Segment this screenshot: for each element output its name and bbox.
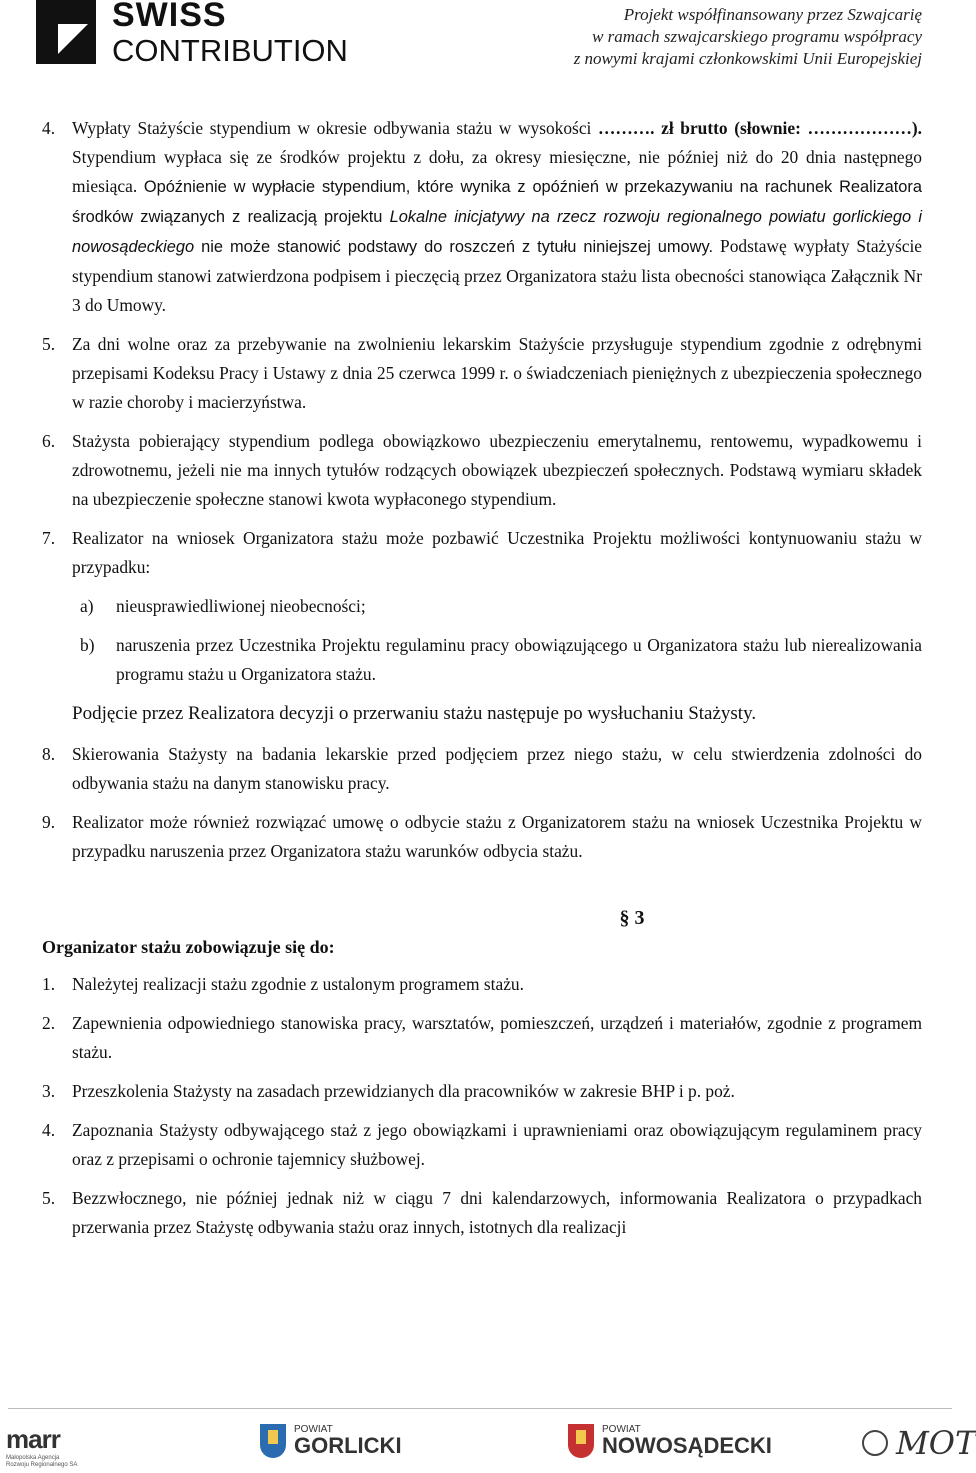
powiat-gorlicki-logo	[260, 1424, 402, 1458]
p7-decision-note: Podjęcie przez Realizatora decyzji o przerwaniu stażu następuje po wysłuchaniu Stażysty.	[72, 703, 757, 724]
swiss-contribution-logo	[34, 0, 364, 72]
paragraph-4	[42, 114, 922, 320]
item-number: 1.	[42, 974, 56, 994]
powiat-name: NOWOSĄDECKI	[602, 1433, 772, 1458]
gorlicki-crest-icon	[260, 1424, 286, 1458]
paragraph-number: 5.	[42, 334, 56, 354]
powiat-label: POWIAT	[602, 1424, 641, 1435]
powiat-nowosadecki-logo	[568, 1424, 772, 1458]
marr-logo	[6, 1424, 77, 1469]
nowosadecki-crest-icon	[568, 1424, 594, 1458]
p4-amount-placeholder: ………. zł brutto (słownie: ………………).	[591, 118, 922, 138]
list-item	[80, 592, 922, 621]
item-text: Zapoznania Stażysty odbywającego staż z jego obowiązkami i uprawnieniami oraz obowiązującym regulaminem pracy oraz z przepisami o ochronie tajemnicy służbowej.	[72, 1120, 922, 1169]
item-text: Przeszkolenia Stażysty na zasadach przewidzianych dla pracowników w zakresie BHP i p. poż.	[72, 1081, 735, 1101]
section-item	[42, 1009, 922, 1067]
paragraph-5	[42, 330, 922, 417]
header-line: w ramach szwajcarskiego programu współpracy	[592, 27, 922, 46]
mot-logo	[862, 1424, 976, 1462]
paragraph-number: 9.	[42, 812, 56, 832]
paragraph-number: 7.	[42, 528, 56, 548]
paragraph-9	[42, 808, 922, 866]
mot-logo-text: MOT	[896, 1424, 976, 1462]
list-item	[80, 631, 922, 689]
header-line: z nowymi krajami członkowskimi Unii Europejskiej	[573, 49, 922, 68]
p4-text-f: nie może stanowić podstawy do roszczeń z tytułu niniejszej umowy.	[194, 238, 721, 256]
paragraph-text: Stażysta pobierający stypendium podlega obowiązkowo ubezpieczeniu emerytalnemu, rentowemu, wypadkowemu i zdrowotnemu, jeżeli nie ma innych tytułów rodzących obowiązek ubezpieczeń społecznych. Podstawą wymiaru składek na ubezpieczenie społeczne stanowi kwota wypłaconego stypendium.	[72, 431, 922, 509]
item-number: 4.	[42, 1120, 56, 1140]
item-number: 5.	[42, 1188, 56, 1208]
document-body	[42, 114, 922, 1252]
paragraph-text: Realizator może również rozwiązać umowę o odbycie stażu z Organizatorem stażu na wniosek Uczestnika Projektu w przypadku naruszenia przez Organizatora stażu warunków odbycia stażu.	[72, 812, 922, 861]
item-text: Należytej realizacji stażu zgodnie z ustalonym programem stażu.	[72, 974, 524, 994]
marr-logo-text: marr	[6, 1424, 60, 1454]
logo-line1: SWISS	[112, 0, 227, 34]
powiat-name: GORLICKI	[294, 1433, 402, 1458]
paragraph-7	[42, 524, 922, 582]
item-number: 2.	[42, 1013, 56, 1033]
mot-circle-icon	[862, 1430, 888, 1456]
p4-text-a: Wypłaty Stażyście stypendium w okresie odbywania stażu w wysokości	[72, 118, 592, 138]
list-item-label: a)	[80, 596, 94, 616]
list-item-text: nieusprawiedliwionej nieobecności;	[116, 596, 366, 616]
section-heading: § 3	[619, 907, 645, 929]
footer-logos	[0, 1418, 976, 1473]
paragraph-text	[72, 114, 922, 320]
section-item	[42, 1184, 922, 1242]
paragraph-text: Realizator na wniosek Organizatora stażu może pozbawić Uczestnika Projektu możliwości kontynuowaniu stażu w przypadku:	[72, 528, 922, 577]
section-item	[42, 1077, 922, 1106]
header-cofinancing-note	[574, 4, 922, 70]
marr-logo-subtitle: Rozwoju Regionalnego SA	[6, 1462, 78, 1468]
marr-logo-subtitle: Małopolska Agencja	[6, 1455, 60, 1461]
header-line: Projekt współfinansowany przez Szwajcarię	[623, 5, 922, 24]
paragraph-number: 4.	[42, 118, 56, 138]
paragraph-8	[42, 740, 922, 798]
section-title: Organizator stażu zobowiązuje się do:	[42, 937, 335, 957]
swiss-logo-mark-icon	[36, 0, 96, 64]
p4-text-g: Podstawę wypłaty Stażyście stypendium stanowi zatwierdzona podpisem i pieczęcią przez Organizatora stażu lista obecności stanowiąca Załącznik Nr 3 do Umowy.	[72, 236, 922, 315]
paragraph-number: 6.	[42, 431, 56, 451]
paragraph-text: Za dni wolne oraz za przebywanie na zwolnieniu lekarskim Stażyście przysługuje stypendium zgodnie z odrębnymi przepisami Kodeksu Pracy i Ustawy z dnia 25 czerwca 1999 r. o świadczeniach pieniężnych z ubezpieczenia społecznego w razie choroby i macierzyństwa.	[72, 334, 922, 412]
p4-text-c: Stypendium wypłaca się ze środków projektu z dołu, za okresy miesięczne, nie później niż do 20 dnia następnego miesiąca.	[72, 147, 922, 196]
list-item-label: b)	[80, 635, 95, 655]
list-item-text: naruszenia przez Uczestnika Projektu regulaminu pracy obowiązującego u Organizatora stażu lub nierealizowania programu stażu u Organizatora stażu.	[116, 635, 922, 684]
paragraph-6	[42, 427, 922, 514]
powiat-label: POWIAT	[294, 1424, 333, 1435]
section-item	[42, 1116, 922, 1174]
item-text: Bezzwłocznego, nie później jednak niż w ciągu 7 dni kalendarzowych, informowania Realizatora o przypadkach przerwania przez Stażystę odbywania stażu oraz innych, istotnych dla realizacji	[72, 1188, 922, 1237]
p4-project-name: Lokalne inicjatywy na rzecz rozwoju regionalnego powiatu gorlickiego i nowosądeckiego	[72, 208, 922, 256]
item-number: 3.	[42, 1081, 56, 1101]
logo-line2: CONTRIBUTION	[112, 33, 348, 68]
footer-divider	[8, 1408, 952, 1409]
section-item	[42, 970, 922, 999]
paragraph-number: 8.	[42, 744, 56, 764]
item-text: Zapewnienia odpowiedniego stanowiska pracy, warsztatów, pomieszczeń, urządzeń i materiałów, zgodnie z programem stażu.	[72, 1013, 922, 1062]
p4-text-d: Opóźnienie w wypłacie stypendium, które wynika z opóźnień w przekazywaniu na rachunek Realizatora środków związanych z realizacją projektu	[72, 178, 923, 226]
paragraph-text: Skierowania Stażysty na badania lekarskie przed podjęciem przez niego stażu, w celu stwierdzenia zdolności do odbywania stażu na danym stanowisku pracy.	[72, 744, 922, 793]
